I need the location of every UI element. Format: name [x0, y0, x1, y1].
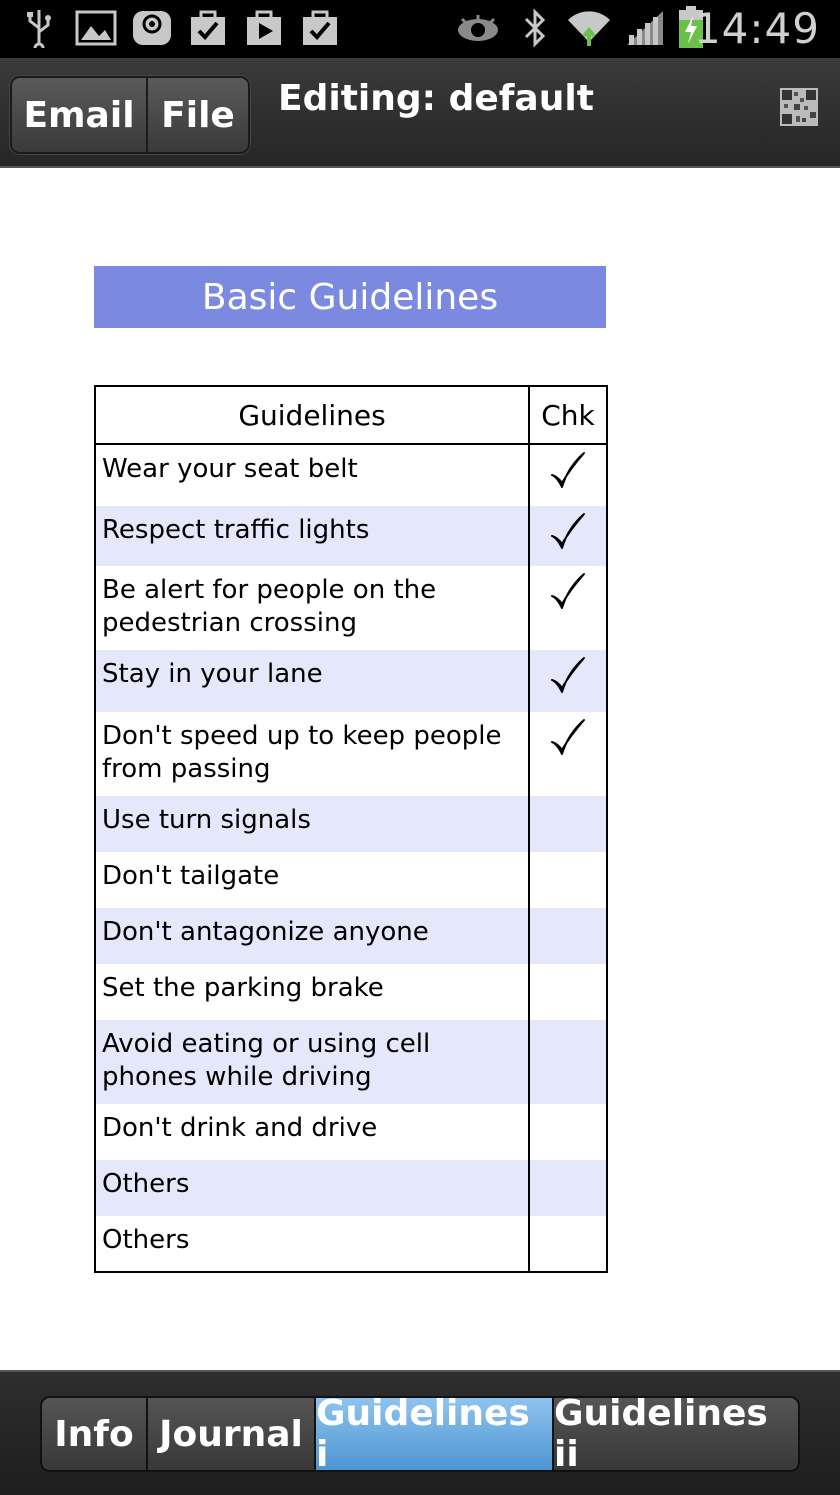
guideline-text[interactable]: Stay in your lane [95, 650, 529, 712]
check-cell[interactable] [529, 444, 607, 506]
table-row [95, 650, 607, 712]
email-file-button-group [10, 76, 250, 154]
check-cell[interactable] [529, 566, 607, 650]
check-cell[interactable] [529, 796, 607, 852]
check-cell[interactable] [529, 1020, 607, 1104]
check-cell[interactable] [529, 1160, 607, 1216]
check-mark-icon [548, 591, 588, 621]
table-row [95, 444, 607, 506]
table-row [95, 566, 607, 650]
status-bar [0, 0, 840, 58]
play-store-icon [244, 8, 284, 48]
check-mark-icon [548, 737, 588, 767]
table-row [95, 1216, 607, 1272]
check-cell[interactable] [529, 852, 607, 908]
table-row [95, 712, 607, 796]
signal-icon [624, 8, 666, 48]
check-mark-icon [548, 470, 588, 500]
check-cell[interactable] [529, 1216, 607, 1272]
table-row [95, 1020, 607, 1104]
page-title: Editing: default [278, 78, 594, 119]
guideline-text[interactable]: Set the parking brake [95, 964, 529, 1020]
check-cell[interactable] [529, 506, 607, 566]
eye-icon [456, 8, 500, 48]
content-area [0, 168, 840, 1370]
column-header-chk: Chk [529, 386, 607, 444]
guideline-text[interactable]: Respect traffic lights [95, 506, 529, 566]
table-row [95, 964, 607, 1020]
guideline-text[interactable]: Don't speed up to keep people from passing [95, 712, 529, 796]
guideline-text[interactable]: Others [95, 1160, 529, 1216]
guideline-text[interactable]: Use turn signals [95, 796, 529, 852]
check-mark-icon [548, 531, 588, 561]
qr-code-icon[interactable] [780, 88, 818, 126]
guideline-text[interactable]: Don't tailgate [95, 852, 529, 908]
guideline-text[interactable]: Wear your seat belt [95, 444, 529, 506]
guidelines-table [94, 385, 608, 1273]
check-cell[interactable] [529, 1104, 607, 1160]
tab-guidelines-i[interactable]: Guidelines i [314, 1398, 552, 1470]
table-row [95, 1160, 607, 1216]
check-cell[interactable] [529, 650, 607, 712]
guideline-text[interactable]: Don't drink and drive [95, 1104, 529, 1160]
check-cell[interactable] [529, 908, 607, 964]
table-row [95, 852, 607, 908]
check-cell[interactable] [529, 712, 607, 796]
task-icon [188, 8, 228, 48]
action-bar [0, 58, 840, 168]
email-button[interactable]: Email [12, 78, 146, 152]
check-cell[interactable] [529, 964, 607, 1020]
guideline-text[interactable]: Avoid eating or using cell phones while driving [95, 1020, 529, 1104]
check-mark-icon [548, 675, 588, 705]
tab-info[interactable]: Info [42, 1398, 146, 1470]
clock: 14:49 [693, 4, 820, 53]
bottom-tab-bar [0, 1370, 840, 1495]
wifi-icon [566, 8, 612, 48]
tab-group [40, 1396, 800, 1472]
guideline-text[interactable]: Others [95, 1216, 529, 1272]
table-row [95, 506, 607, 566]
guideline-text[interactable]: Be alert for people on the pedestrian crossing [95, 566, 529, 650]
table-row [95, 1104, 607, 1160]
table-row [95, 908, 607, 964]
image-icon [74, 8, 118, 48]
guideline-text[interactable]: Don't antagonize anyone [95, 908, 529, 964]
tab-guidelines-ii[interactable]: Guidelines ii [552, 1398, 798, 1470]
usb-icon [22, 8, 56, 48]
bluetooth-icon [520, 8, 550, 48]
section-heading: Basic Guidelines [94, 266, 606, 328]
file-button[interactable]: File [146, 78, 248, 152]
task-check-icon [300, 8, 340, 48]
column-header-guidelines: Guidelines [95, 386, 529, 444]
table-row [95, 796, 607, 852]
tab-journal[interactable]: Journal [146, 1398, 314, 1470]
voicemail-icon [130, 8, 174, 48]
